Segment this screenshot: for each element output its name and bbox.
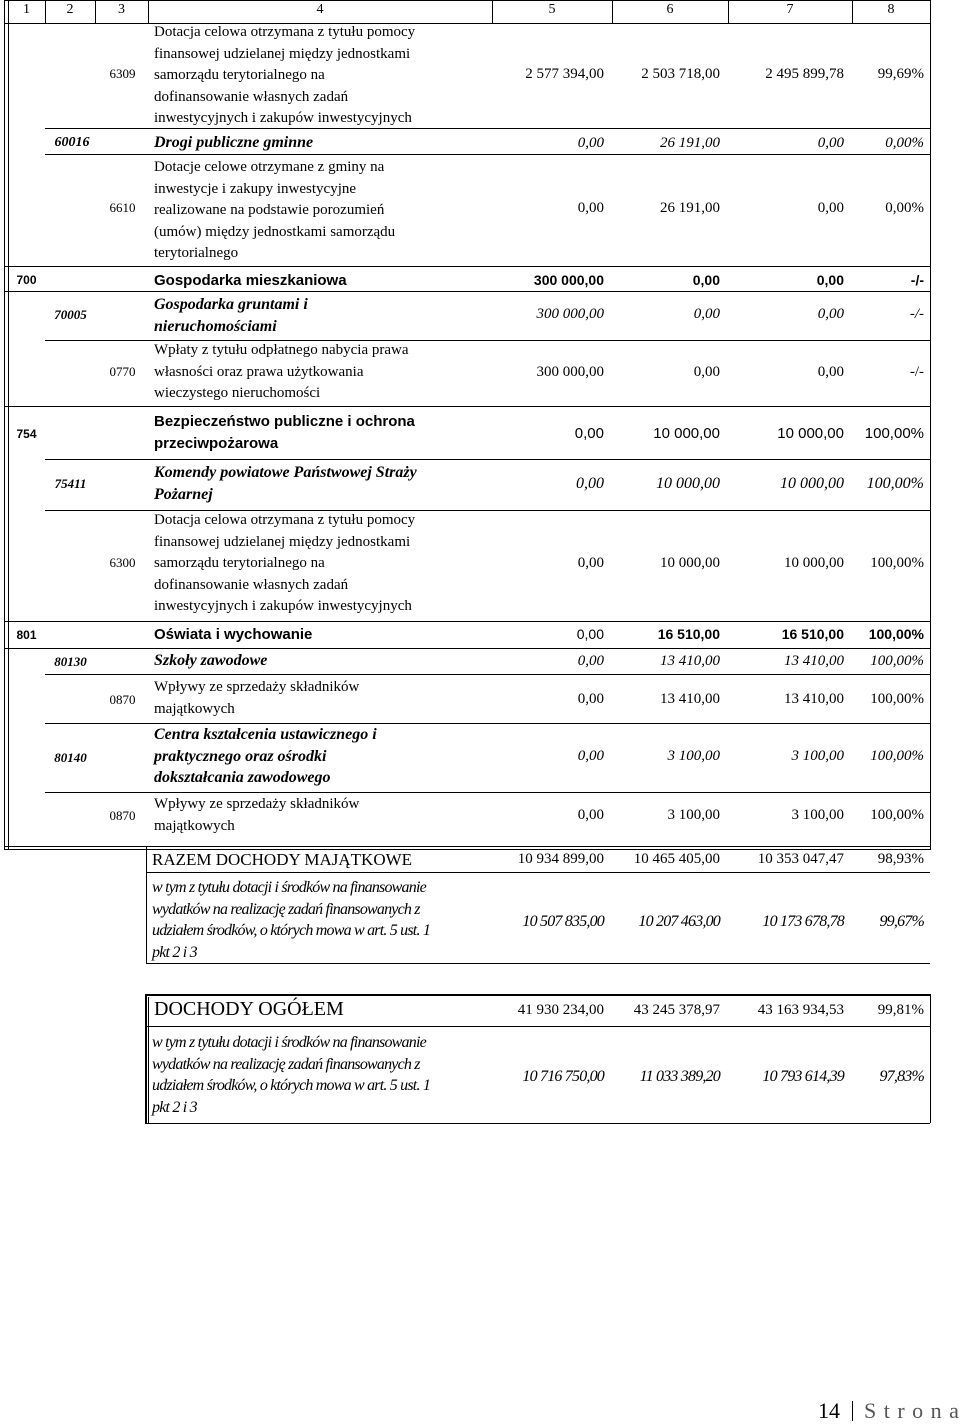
summary-label: RAZEM DOCHODY MAJĄTKOWE	[152, 850, 413, 869]
value-executed: 3 100,00	[791, 748, 844, 764]
desc-line: praktycznego oraz ośrodki	[154, 747, 327, 765]
value-percent: 100,00%	[870, 691, 924, 707]
value-plan: 0,00	[574, 425, 604, 442]
summary-plan: 10 934 899,00	[517, 851, 604, 867]
desc-line: Wpływy ze sprzedaży składników	[154, 796, 360, 812]
summary-executed: 10 353 047,47	[757, 851, 844, 867]
value-executed: 0,00	[816, 272, 844, 288]
desc-line: Wpłaty z tytułu odpłatnego nabycia prawa	[154, 342, 409, 358]
note-executed: 10 793 614,39	[762, 1068, 844, 1085]
note-percent: 99,67%	[879, 913, 924, 930]
value-plan-after: 13 410,00	[660, 653, 720, 669]
desc-line: wieczystego nieruchomości	[154, 385, 321, 401]
row-code: 80140	[54, 750, 87, 765]
value-plan: 0,00	[577, 200, 604, 216]
note-plan: 10 716 750,00	[522, 1068, 604, 1085]
row-description	[154, 22, 415, 130]
row-description	[154, 340, 409, 405]
value-plan-after: 0,00	[693, 306, 720, 322]
value-executed: 13 410,00	[784, 653, 844, 669]
total-label: DOCHODY OGÓŁEM	[154, 998, 344, 1020]
desc-line: majątkowych	[154, 817, 235, 834]
row-description	[154, 510, 415, 618]
note-line: wydatków na realizację zadań finansowanych z	[152, 900, 420, 918]
value-executed: 10 000,00	[777, 425, 844, 442]
row-code: 6610	[109, 200, 136, 215]
value-executed: 0,00	[817, 135, 844, 151]
row-description: Oświata i wychowanie	[154, 626, 313, 643]
page-number: 14	[818, 1398, 840, 1423]
desc-line: Pożarnej	[154, 485, 213, 503]
desc-line: własności oraz prawa użytkowania	[154, 363, 364, 380]
desc-line: Dotacja celowa otrzymana z tytułu pomocy	[154, 512, 416, 528]
page-footer	[818, 1398, 960, 1424]
desc-line: nieruchomościami	[154, 317, 277, 335]
row-code: 754	[16, 427, 37, 441]
total-note	[152, 1032, 430, 1118]
value-percent: 100,00%	[868, 626, 924, 642]
row-code: 700	[16, 273, 37, 287]
value-plan: 0,00	[577, 691, 604, 707]
row-code: 6309	[109, 66, 136, 81]
desc-line: dofinansowanie własnych zadań	[154, 88, 349, 105]
value-percent: -/-	[909, 364, 924, 380]
value-percent: -/-	[909, 306, 924, 322]
summary-note	[152, 877, 430, 963]
value-percent: -/-	[910, 272, 924, 288]
value-plan: 0,00	[576, 626, 604, 642]
desc-line: samorządu terytorialnego na	[154, 67, 325, 83]
desc-line: terytorialnego	[154, 245, 239, 261]
desc-line: finansowej udzielanej między jednostkami	[154, 533, 411, 550]
value-plan-after: 0,00	[693, 364, 720, 380]
row-code: 80130	[54, 654, 87, 669]
page-label: S t r o n a	[864, 1398, 960, 1423]
note-line: udziałem środków, o których mowa w art. 5 ust. 1	[152, 922, 431, 939]
value-plan-after: 3 100,00	[667, 807, 720, 823]
note-line: w tym z tytułu dotacji i środków na finansowanie	[152, 879, 426, 896]
row-code: 6300	[109, 555, 136, 570]
value-plan-after: 16 510,00	[657, 626, 720, 642]
desc-line: inwestycje i zakupy inwestycyjne	[154, 180, 357, 197]
desc-line: finansowej udzielanej między jednostkami	[154, 45, 411, 62]
desc-line: dofinansowanie własnych zadań	[154, 576, 349, 593]
row-description	[154, 462, 417, 505]
value-percent: 0,00%	[885, 135, 924, 151]
header-col-6: 6	[666, 2, 674, 17]
value-plan-after: 10 000,00	[660, 555, 720, 571]
value-plan-after: 26 191,00	[660, 135, 720, 151]
row-description: Drogi publiczne gminne	[154, 134, 314, 151]
header-col-8: 8	[887, 2, 895, 17]
value-executed: 2 495 899,78	[765, 66, 844, 82]
value-percent: 100,00%	[870, 653, 924, 669]
row-description	[154, 411, 415, 454]
value-percent: 0,00%	[885, 200, 924, 216]
note-line: udziałem środków, o których mowa w art. 5 ust. 1	[152, 1077, 431, 1094]
value-executed: 0,00	[817, 200, 844, 216]
value-plan: 0,00	[577, 555, 604, 571]
summary-percent: 98,93%	[877, 851, 924, 867]
row-description	[154, 294, 308, 337]
desc-line: majątkowych	[154, 700, 235, 717]
desc-line: przeciwpożarowa	[154, 434, 279, 452]
desc-line: Wpływy ze sprzedaży składników	[154, 679, 360, 695]
value-percent: 99,69%	[877, 66, 924, 82]
value-plan: 0,00	[577, 653, 604, 669]
row-code: 60016	[54, 135, 90, 150]
summary-plan-after: 10 465 405,00	[633, 851, 720, 867]
header-col-4: 4	[316, 2, 324, 17]
note-line: w tym z tytułu dotacji i środków na finansowanie	[152, 1034, 426, 1051]
value-executed: 13 410,00	[784, 691, 844, 707]
value-plan-after: 10 000,00	[656, 475, 720, 492]
header-col-7: 7	[786, 2, 794, 17]
row-code: 70005	[54, 307, 87, 322]
row-description	[154, 677, 359, 720]
value-plan: 300 000,00	[536, 364, 604, 380]
value-plan: 2 577 394,00	[525, 66, 604, 82]
value-executed: 0,00	[817, 306, 844, 322]
desc-line: (umów) między jednostkami samorządu	[154, 223, 396, 240]
header-col-3: 3	[118, 2, 125, 17]
value-plan-after: 13 410,00	[660, 691, 720, 707]
note-percent: 97,83%	[879, 1068, 924, 1085]
value-plan: 300 000,00	[533, 272, 604, 288]
note-line: pkt 2 i 3	[152, 1098, 197, 1116]
row-description	[154, 794, 359, 837]
header-col-1: 1	[23, 2, 30, 17]
footer-divider	[852, 1401, 853, 1421]
value-executed: 10 000,00	[784, 555, 844, 571]
value-executed: 3 100,00	[791, 807, 844, 823]
row-description	[154, 724, 377, 789]
desc-line: inwestycyjnych i zakupów inwestycyjnych	[154, 110, 412, 126]
row-code: 0870	[109, 808, 136, 823]
value-plan-after: 2 503 718,00	[641, 66, 720, 82]
row-code: 0870	[109, 692, 136, 707]
value-plan-after: 0,00	[692, 272, 720, 288]
row-code: 0770	[109, 364, 136, 379]
note-plan-after: 11 033 389,20	[639, 1068, 720, 1085]
desc-line: Dotacje celowe otrzymane z gminy na	[154, 159, 385, 175]
header-col-2: 2	[66, 2, 74, 17]
total-plan: 41 930 234,00	[517, 1002, 604, 1018]
row-code: 75411	[54, 476, 87, 491]
note-line: pkt 2 i 3	[152, 943, 197, 961]
desc-line: dokształcania zawodowego	[154, 769, 331, 786]
row-description	[154, 157, 395, 265]
value-plan-after: 3 100,00	[667, 748, 720, 764]
note-plan-after: 10 207 463,00	[638, 913, 720, 930]
desc-line: Centra kształcenia ustawicznego i	[154, 726, 377, 743]
row-code: 801	[16, 628, 37, 642]
value-percent: 100,00%	[870, 748, 924, 764]
value-plan: 0,00	[577, 748, 604, 764]
desc-line: Dotacja celowa otrzymana z tytułu pomocy	[154, 24, 416, 40]
value-plan: 0,00	[577, 807, 604, 823]
note-line: wydatków na realizację zadań finansowanych z	[152, 1055, 420, 1073]
header-col-5: 5	[548, 2, 556, 17]
total-plan-after: 43 245 378,97	[633, 1002, 720, 1018]
value-plan: 0,00	[577, 135, 604, 151]
desc-line: Komendy powiatowe Państwowej Straży	[154, 464, 417, 481]
value-percent: 100,00%	[870, 555, 924, 571]
value-executed: 10 000,00	[780, 475, 844, 492]
desc-line: samorządu terytorialnego na	[154, 555, 325, 571]
value-plan: 300 000,00	[536, 306, 604, 322]
desc-line: Bezpieczeństwo publiczne i ochrona	[154, 413, 415, 430]
value-percent: 100,00%	[864, 425, 924, 442]
note-plan: 10 507 835,00	[522, 913, 604, 930]
row-description: Szkoły zawodowe	[154, 652, 268, 669]
value-percent: 100,00%	[870, 807, 924, 823]
row-description: Gospodarka mieszkaniowa	[154, 272, 347, 289]
value-executed: 0,00	[817, 364, 844, 380]
total-percent: 99,81%	[877, 1002, 924, 1018]
desc-line: realizowane na podstawie porozumień	[154, 202, 385, 218]
total-executed: 43 163 934,53	[757, 1002, 844, 1018]
value-executed: 16 510,00	[781, 626, 844, 642]
desc-line: inwestycyjnych i zakupów inwestycyjnych	[154, 598, 412, 614]
value-plan-after: 10 000,00	[653, 425, 720, 442]
value-plan-after: 26 191,00	[660, 200, 720, 216]
note-executed: 10 173 678,78	[762, 913, 844, 930]
desc-line: Gospodarka gruntami i	[154, 296, 308, 313]
value-plan: 0,00	[576, 475, 604, 492]
value-percent: 100,00%	[866, 475, 924, 492]
